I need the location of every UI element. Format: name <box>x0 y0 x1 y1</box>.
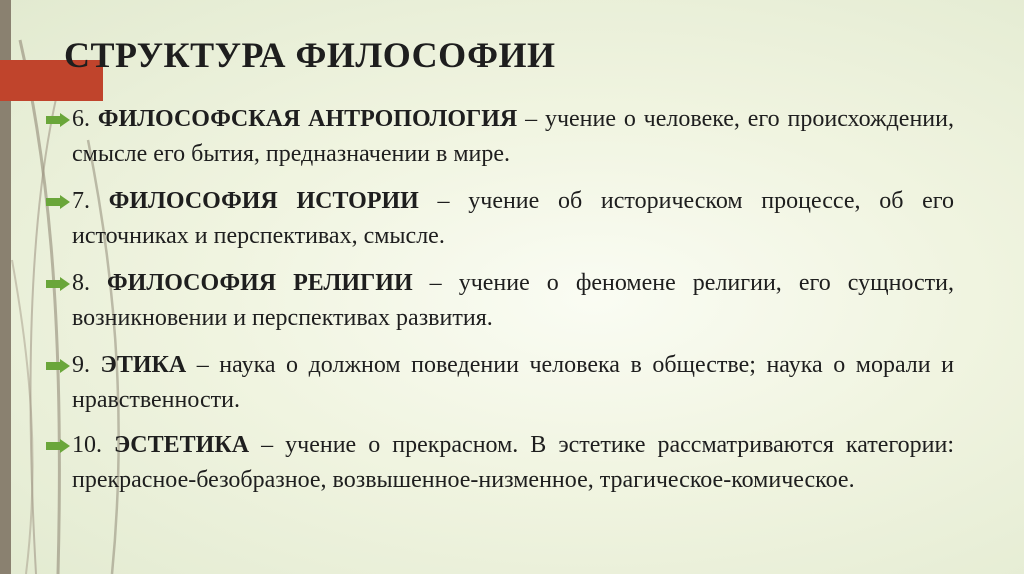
item-term: ФИЛОСОФСКАЯ АНТРОПОЛОГИЯ <box>97 106 518 132</box>
arrow-bullet-icon <box>46 113 70 127</box>
content-list <box>44 102 954 510</box>
list-item <box>44 266 954 336</box>
arrow-bullet-icon <box>46 439 70 453</box>
item-number: 7. <box>72 188 90 214</box>
item-term: ЭТИКА <box>100 352 187 378</box>
slide-title: СТРУКТУРА ФИЛОСОФИИ <box>64 35 556 75</box>
item-text: – наука о должном поведении человека в обществе; наука о морали и нравственности. <box>72 352 955 413</box>
list-item <box>44 102 954 172</box>
item-number: 9. <box>72 352 90 378</box>
arrow-bullet-icon <box>46 359 70 373</box>
item-term: ЭСТЕТИКА <box>114 432 250 458</box>
item-term: ФИЛОСОФИЯ РЕЛИГИИ <box>107 270 413 296</box>
item-text: – учение об историческом процессе, об его источниках и перспективах, смысле. <box>72 188 955 249</box>
list-item <box>44 184 954 254</box>
arrow-bullet-icon <box>46 195 70 209</box>
item-text: – учение о феномене религии, его сущности, возникновении и перспективах развития. <box>72 270 955 331</box>
item-text: – учение о человеке, его происхождении, смысле его бытия, предназначении в мире. <box>72 106 954 167</box>
item-text: – учение о прекрасном. В эстетике рассматриваются категории: прекрасное-безобразное, возвышенное-низменное, трагическое-комическое. <box>72 432 954 493</box>
list-item <box>44 428 954 498</box>
item-number: 10. <box>72 432 102 458</box>
item-term: ФИЛОСОФИЯ ИСТОРИИ <box>108 188 419 214</box>
item-number: 8. <box>72 270 90 296</box>
item-number: 6. <box>72 106 90 132</box>
arrow-bullet-icon <box>46 277 70 291</box>
list-item <box>44 348 954 418</box>
